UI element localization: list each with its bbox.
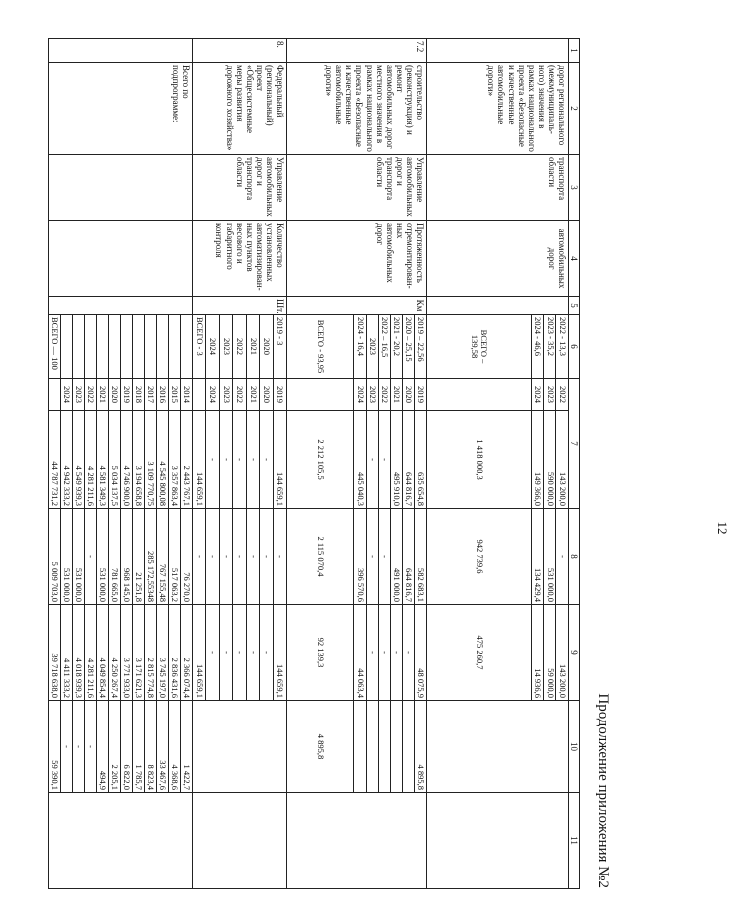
funding-value: 143 200,0 xyxy=(556,605,568,700)
funding-value: 134 429,4 xyxy=(531,509,543,604)
column-number: 10 xyxy=(568,701,579,793)
funding-other xyxy=(286,793,426,889)
funding-value: 4 250 267,4 xyxy=(108,605,120,700)
column-number: 4 xyxy=(568,221,579,297)
funding-sum: 92 139,3 xyxy=(315,637,326,668)
funding-value: 968 145,0 xyxy=(120,509,132,604)
funding-value: - xyxy=(366,411,378,508)
funding-value: - xyxy=(260,411,273,508)
year: 2023 xyxy=(366,379,378,410)
page-number: 12 xyxy=(715,521,730,535)
funding-value: - xyxy=(219,509,232,604)
funding-value: - xyxy=(378,509,390,604)
plan-value: 2022 – 16,5 xyxy=(378,315,390,378)
funding-local xyxy=(48,701,192,793)
funding-value: - xyxy=(556,509,568,604)
indicator: Протяженность отремонтирован-ных автомобильных дорог xyxy=(286,221,426,297)
funding-value: 4 942 333,2 xyxy=(60,411,72,508)
funding-value: 517 063,2 xyxy=(168,509,180,604)
funding-sum: 5 009 703,0 xyxy=(50,561,61,602)
funding-total xyxy=(286,411,426,509)
funding-value: - xyxy=(84,509,96,604)
funding-value: 6 822,0 xyxy=(120,701,132,792)
funding-value: 21 251,8 xyxy=(132,509,144,604)
year: 2024 xyxy=(60,379,72,410)
funding-value: 44 063,4 xyxy=(354,605,366,700)
funding-value: 531 000,0 xyxy=(544,509,556,604)
funding-total xyxy=(48,411,192,509)
funding-value: - xyxy=(72,701,84,792)
funding-total xyxy=(426,411,568,509)
column-number: 9 xyxy=(568,605,579,701)
executor: Управление автомобильных дорог и транспорта области xyxy=(286,155,426,221)
plan-value: 2020 – 25,15 xyxy=(402,315,414,378)
plan-value: 2023 - 35,2 xyxy=(544,315,556,378)
measure-name: дорог регионального (межмуниципаль-ного) значения в рамках национального проекта «Безопасные и качественные автомобильные дороги» xyxy=(426,63,568,155)
funding-value: 781 665,0 xyxy=(108,509,120,604)
funding-value: 4 281 211,6 xyxy=(84,411,96,508)
funding-value: 590 000,0 xyxy=(544,411,556,508)
funding-federal xyxy=(192,509,286,605)
year: 2023 xyxy=(219,379,232,410)
year: 2024 xyxy=(206,379,219,410)
year: 2018 xyxy=(132,379,144,410)
funding-value: 4 549 939,3 xyxy=(72,411,84,508)
year: 2014 xyxy=(180,379,192,410)
funding-value: - xyxy=(206,411,219,508)
program-table xyxy=(48,38,580,889)
funding-value: 4 746 900,0 xyxy=(120,411,132,508)
funding-total xyxy=(192,411,286,509)
column-number: 2 xyxy=(568,63,579,155)
funding-value: 494,9 xyxy=(96,701,108,792)
funding-value: - xyxy=(260,605,273,700)
plan-value: 2022 xyxy=(233,315,246,378)
executor: транспорта области xyxy=(426,155,568,221)
unit xyxy=(426,297,568,315)
funding-value: 285 172,55348 xyxy=(144,509,156,604)
funding-value: - xyxy=(60,701,72,792)
funding-value: - xyxy=(378,605,390,700)
table-row xyxy=(192,39,286,889)
funding-sum: 4 895,8 xyxy=(315,733,326,760)
funding-local xyxy=(426,701,568,793)
column-number: 1 xyxy=(568,39,579,63)
funding-local xyxy=(192,701,286,793)
plan-values xyxy=(426,315,568,379)
funding-value: 14 936,6 xyxy=(531,605,543,700)
funding-value: - xyxy=(246,411,259,508)
funding-value: 1 422,7 xyxy=(180,701,192,792)
funding-value: 144 659,1 xyxy=(273,411,286,508)
funding-value: - xyxy=(206,605,219,700)
row-number xyxy=(48,39,192,63)
plan-values xyxy=(48,315,192,379)
funding-sum: 1 418 000,3 xyxy=(474,439,485,480)
funding-value: 4 018 939,3 xyxy=(72,605,84,700)
funding-value: 495 910,0 xyxy=(390,411,402,508)
annex-title: Продолжение приложения №2 xyxy=(595,693,611,888)
row-number: 7.2 xyxy=(286,39,426,63)
funding-value: 4 411 333,2 xyxy=(60,605,72,700)
plan-values xyxy=(192,315,286,379)
funding-value: 767 155,48 xyxy=(156,509,168,604)
funding-value: 3 745 197,0 xyxy=(156,605,168,700)
year: 2022 xyxy=(233,379,246,410)
funding-value: 76 270,0 xyxy=(180,509,192,604)
year: 2024 xyxy=(531,379,543,410)
column-number: 8 xyxy=(568,509,579,605)
funding-regional xyxy=(426,605,568,701)
funding-value: 2 366 074,4 xyxy=(180,605,192,700)
plan-values xyxy=(286,315,426,379)
years xyxy=(286,379,426,411)
funding-sum: 144 659,1 xyxy=(194,472,205,506)
column-number: 11 xyxy=(568,793,579,889)
funding-sum: 44 787 731,2 xyxy=(50,461,61,506)
years xyxy=(192,379,286,411)
plan-value: 2024 xyxy=(206,315,219,378)
year: 2023 xyxy=(544,379,556,410)
funding-value: 4 895,8 xyxy=(414,701,426,792)
year: 2015 xyxy=(168,379,180,410)
year: 2021 xyxy=(96,379,108,410)
funding-value: 531 000,0 xyxy=(72,509,84,604)
year: 2020 xyxy=(402,379,414,410)
year: 2022 xyxy=(378,379,390,410)
funding-value: 5 034 137,5 xyxy=(108,411,120,508)
indicator: автомобильных дорог xyxy=(426,221,568,297)
funding-value: 4 581 349,3 xyxy=(96,411,108,508)
funding-federal xyxy=(48,509,192,605)
table-row xyxy=(286,39,426,889)
plan-value: 2022 - 13,3 xyxy=(556,315,568,378)
funding-value: - xyxy=(366,509,378,604)
funding-regional xyxy=(192,605,286,701)
funding-value: 2 815 774,8 xyxy=(144,605,156,700)
year: 2019 xyxy=(273,379,286,410)
plan-value: 2020 xyxy=(260,315,273,378)
year: 2019 xyxy=(120,379,132,410)
column-number-row xyxy=(568,39,579,889)
plan-value: 2021 - 20,2 xyxy=(390,315,402,378)
funding-regional xyxy=(48,605,192,701)
funding-value: - xyxy=(260,509,273,604)
funding-value: 3 171 621,3 xyxy=(132,605,144,700)
funding-value: 531 000,0 xyxy=(96,509,108,604)
funding-value: 8 823,4 xyxy=(144,701,156,792)
year: 2016 xyxy=(156,379,168,410)
funding-value: 4 545 800,08 xyxy=(156,411,168,508)
table-row-total xyxy=(48,39,192,889)
column-number: 3 xyxy=(568,155,579,221)
funding-sum: 2 212 105,5 xyxy=(315,439,326,480)
funding-value: 396 570,6 xyxy=(354,509,366,604)
plan-total: ВСЕГО — 100 xyxy=(50,317,61,370)
funding-value: - xyxy=(206,509,219,604)
year: 2021 xyxy=(246,379,259,410)
funding-value: 59 000,0 xyxy=(544,605,556,700)
year: 2023 xyxy=(72,379,84,410)
funding-value: 2 205,1 xyxy=(108,701,120,792)
funding-value: 3 109 770,75 xyxy=(144,411,156,508)
plan-total: ВСЕГО - 3 xyxy=(194,317,205,356)
plan-value: 2019 – 22,56 xyxy=(414,315,426,378)
column-number: 5 xyxy=(568,297,579,315)
plan-value: 2023 xyxy=(219,315,232,378)
funding-value: 445 040,3 xyxy=(354,411,366,508)
funding-value: 3 357 863,4 xyxy=(168,411,180,508)
row-number: 8. xyxy=(192,39,286,63)
table-row xyxy=(426,39,568,889)
funding-value: 2 836 431,6 xyxy=(168,605,180,700)
column-number: 6 xyxy=(568,315,579,379)
funding-value: 2 443 767,1 xyxy=(180,411,192,508)
funding-value: 4 049 854,4 xyxy=(96,605,108,700)
funding-value: - xyxy=(273,509,286,604)
rotated-page-content xyxy=(50,38,730,888)
funding-value: 644 816,7 xyxy=(402,509,414,604)
year: 2022 xyxy=(556,379,568,410)
funding-value: - xyxy=(390,605,402,700)
funding-value: 149 366,0 xyxy=(531,411,543,508)
unit: Км xyxy=(286,297,426,315)
plan-value: 2024 - 46,6 xyxy=(531,315,543,378)
funding-sum: 144 659,1 xyxy=(194,664,205,698)
funding-value: 143 200,0 xyxy=(556,411,568,508)
funding-value: 3 194 658,8 xyxy=(132,411,144,508)
column-number: 7 xyxy=(568,379,579,509)
plan-value: 2019 - 3 xyxy=(273,315,286,378)
funding-local xyxy=(286,701,426,793)
plan-total: ВСЕГО – 139,58 xyxy=(469,329,490,364)
funding-value: - xyxy=(378,411,390,508)
funding-value: - xyxy=(246,509,259,604)
measure-name: Федеральный (региональный) проект «Общесистемные меры развития дорожного хозяйства» xyxy=(192,63,286,155)
funding-value: 4 368,6 xyxy=(168,701,180,792)
funding-value: - xyxy=(233,605,246,700)
funding-value: - xyxy=(219,411,232,508)
funding-value: - xyxy=(366,605,378,700)
funding-other xyxy=(48,793,192,889)
year: 2021 xyxy=(390,379,402,410)
funding-value: 635 654,8 xyxy=(414,411,426,508)
funding-sum: - xyxy=(194,555,205,558)
funding-sum: 2 115 070,4 xyxy=(315,536,326,577)
year: 2024 xyxy=(354,379,366,410)
funding-federal xyxy=(286,509,426,605)
plan-total: ВСЕГО - 93,95 xyxy=(315,319,326,374)
funding-value: - xyxy=(246,605,259,700)
funding-value: 144 659,1 xyxy=(273,605,286,700)
funding-sum: 942 739,6 xyxy=(474,539,485,574)
funding-sum: 59 390,1 xyxy=(50,760,61,790)
funding-value: 531 000,0 xyxy=(60,509,72,604)
funding-other xyxy=(426,793,568,889)
funding-other xyxy=(192,793,286,889)
year: 2022 xyxy=(84,379,96,410)
funding-sum: 475 260,7 xyxy=(474,635,485,670)
row-number xyxy=(426,39,568,63)
funding-regional xyxy=(286,605,426,701)
indicator: Количество установленных автоматизирован-ных пунктов весового и габаритного контроля xyxy=(192,221,286,297)
year: 2019 xyxy=(414,379,426,410)
executor: Управление автомобильных дорог и транспорта области xyxy=(192,155,286,221)
funding-value: - xyxy=(219,605,232,700)
funding-value: 33 467,6 xyxy=(156,701,168,792)
measure-name: строительство (реконструкция) и ремонт автомобильных дорог местного значения в рамках национального проекта «Безопасные и качественные автомобильные дороги» xyxy=(286,63,426,155)
funding-value: 491 000,0 xyxy=(390,509,402,604)
years xyxy=(48,379,192,411)
funding-value: 582 683,1 xyxy=(414,509,426,604)
funding-value: 644 816,7 xyxy=(402,411,414,508)
years xyxy=(426,379,568,411)
plan-value: 2024 - 16,4 xyxy=(354,315,366,378)
total-label: Всего по подпрограмме: xyxy=(48,63,192,155)
year: 2020 xyxy=(260,379,273,410)
funding-value: - xyxy=(84,701,96,792)
funding-value: 3 771 933,0 xyxy=(120,605,132,700)
funding-value: 4 281 211,6 xyxy=(84,605,96,700)
funding-federal xyxy=(426,509,568,605)
funding-value: - xyxy=(233,411,246,508)
unit: Шт. xyxy=(192,297,286,315)
year: 2017 xyxy=(144,379,156,410)
funding-value: 1 785,7 xyxy=(132,701,144,792)
funding-value: 48 075,9 xyxy=(414,605,426,700)
funding-value: - xyxy=(402,605,414,700)
year: 2020 xyxy=(108,379,120,410)
funding-value: - xyxy=(233,509,246,604)
plan-value: 2021 xyxy=(246,315,259,378)
plan-value: 2023 xyxy=(366,315,378,378)
funding-sum: 39 718 638,0 xyxy=(50,653,61,698)
